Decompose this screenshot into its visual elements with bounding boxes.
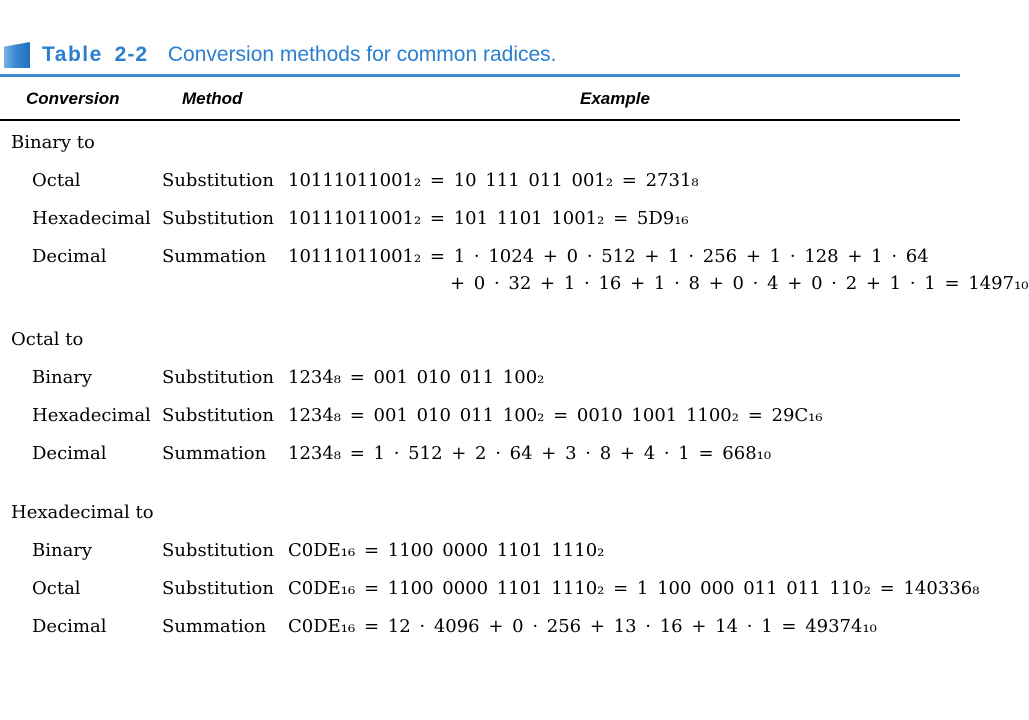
caption-divider	[0, 74, 960, 77]
header-method: Method	[182, 89, 243, 108]
row-example: C0DE₁₆ = 12 · 4096 + 0 · 256 + 13 · 16 + 14 · 1 = 49374₁₀	[288, 616, 877, 637]
row-method: Summation	[162, 616, 267, 637]
row-example: 10111011001₂ = 10 111 011 001₂ = 2731₈	[288, 170, 699, 191]
table-caption	[0, 40, 960, 70]
table-row	[0, 245, 960, 269]
group-title-octal: Octal to	[11, 329, 84, 350]
row-example: 10111011001₂ = 101 1101 1001₂ = 5D9₁₆	[288, 208, 689, 229]
group-title-hexadecimal: Hexadecimal to	[11, 502, 154, 523]
table-row	[0, 577, 980, 601]
row-conversion: Decimal	[32, 616, 107, 637]
table-header	[0, 86, 960, 112]
caption-label: Table	[42, 43, 103, 66]
row-method: Substitution	[162, 540, 274, 561]
table-row	[0, 169, 960, 193]
row-method: Summation	[162, 246, 267, 267]
row-conversion: Decimal	[32, 443, 107, 464]
caption-title: Conversion methods for common radices.	[167, 43, 557, 66]
row-conversion: Hexadecimal	[32, 208, 151, 229]
row-method: Summation	[162, 443, 267, 464]
row-conversion: Octal	[32, 170, 81, 191]
row-example: 1234₈ = 1 · 512 + 2 · 64 + 3 · 8 + 4 · 1 = 668₁₀	[288, 443, 772, 464]
row-conversion: Hexadecimal	[32, 405, 151, 426]
row-example: 10111011001₂ = 1 · 1024 + 0 · 512 + 1 · 256 + 1 · 128 + 1 · 64	[288, 246, 929, 267]
header-example: Example	[580, 89, 650, 108]
table-row	[0, 404, 960, 428]
header-divider	[0, 119, 960, 121]
row-method: Substitution	[162, 405, 274, 426]
row-example: 1234₈ = 001 010 011 100₂ = 0010 1001 1100₂ = 29C₁₆	[288, 405, 823, 426]
row-conversion: Octal	[32, 578, 81, 599]
caption-number: 2-2	[114, 43, 148, 66]
row-conversion: Binary	[32, 540, 93, 561]
table-row	[0, 442, 960, 466]
header-conversion: Conversion	[26, 89, 120, 108]
row-example: C0DE₁₆ = 1100 0000 1101 1110₂ = 1 100 000 011 011 110₂ = 140336₈	[288, 578, 980, 599]
table-row	[0, 539, 960, 563]
row-method: Substitution	[162, 170, 274, 191]
row-method: Substitution	[162, 208, 274, 229]
table-row	[0, 207, 960, 231]
row-conversion: Binary	[32, 367, 93, 388]
row-example: 1234₈ = 001 010 011 100₂	[288, 367, 545, 388]
caption-text	[42, 40, 557, 70]
table-row	[0, 366, 960, 390]
group-title-binary: Binary to	[11, 132, 95, 153]
table-row	[0, 615, 960, 639]
row-example-continuation: + 0 · 32 + 1 · 16 + 1 · 8 + 0 · 4 + 0 · 2 + 1 · 1 = 1497₁₀	[450, 273, 1029, 294]
row-method: Substitution	[162, 367, 274, 388]
row-example: C0DE₁₆ = 1100 0000 1101 1110₂	[288, 540, 605, 561]
row-conversion: Decimal	[32, 246, 107, 267]
caption-marker-icon	[4, 42, 30, 68]
row-method: Substitution	[162, 578, 274, 599]
